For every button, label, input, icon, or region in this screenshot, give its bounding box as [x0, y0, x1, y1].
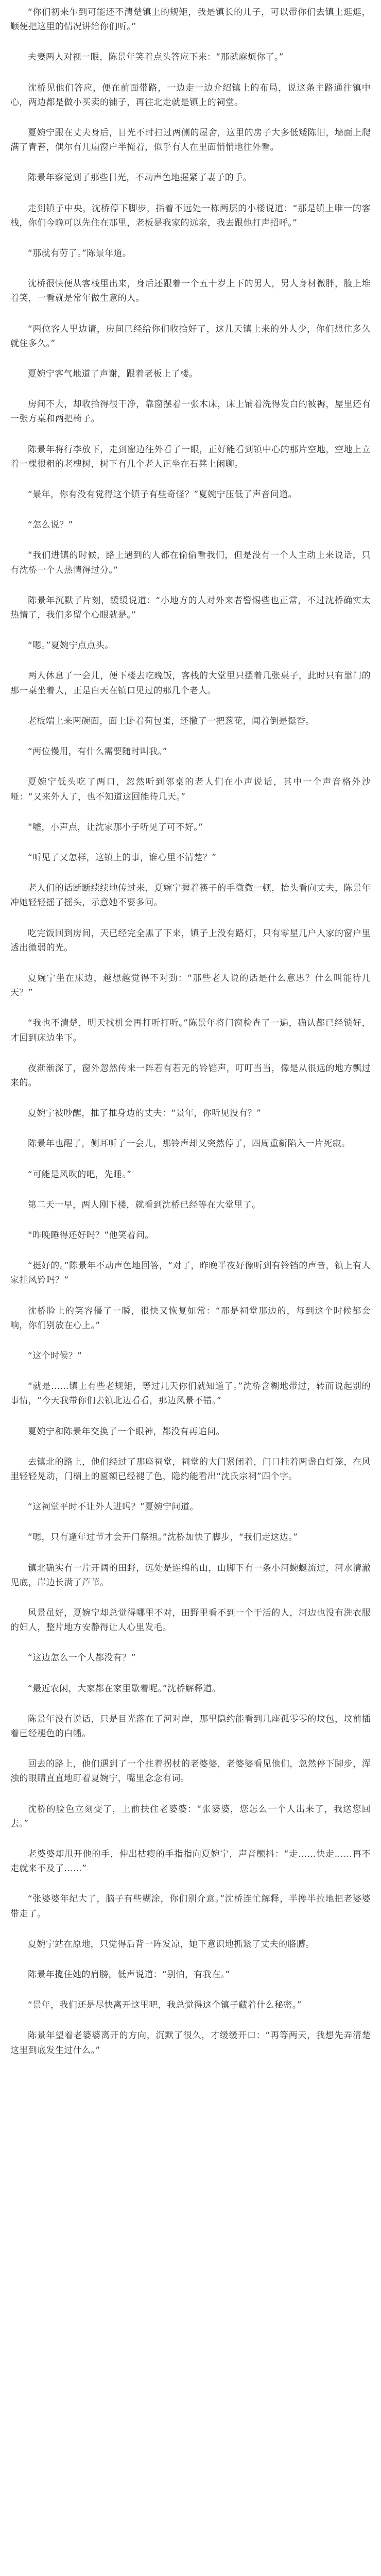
story-paragraph: “嘘，小声点，让沈家那小子听见了可不好。” — [28, 822, 203, 833]
story-paragraph: 沈桥很快便从客栈里出来，身后还跟着一个五十岁上下的男人，男人身材微胖，脸上堆着笑，一看就是常年做生意的人。 — [10, 279, 371, 304]
story-paragraph: 房间不大，却收拾得很干净，靠窗摆着一张木床，床上铺着洗得发白的被褥，屋里还有一张方桌和两把椅子。 — [10, 399, 371, 425]
story-paragraph: 陈景年沉默了片刻，缓缓说道：“小地方的人对外来者警惕些也正常，不过沈桥确实太热情了，我们多留个心眼就是。” — [10, 595, 371, 621]
story-paragraph: 回去的路上，他们遇到了一个拄着拐杖的老婆婆，老婆婆看见他们，忽然停下脚步，浑浊的眼睛直直地盯着夏婉宁，嘴里念念有词。 — [10, 1759, 371, 1784]
story-paragraph: 老板端上来两碗面，面上卧着荷包蛋，还撒了一把葱花，闻着倒是挺香。 — [28, 716, 315, 726]
story-paragraph: 吃完饭回到房间，天已经完全黑了下来，镇子上没有路灯，只有零星几户人家的窗户里透出微弱的光。 — [10, 928, 371, 953]
story-paragraph: “昨晚睡得还好吗？”他笑着问。 — [28, 1230, 154, 1241]
story-paragraph: “就是……镇上有些老规矩，等过几天你们就知道了。”沈桥含糊地带过，转而说起别的事情，“今天我带你们去镇北边看看，那边风景不错。” — [10, 1381, 371, 1406]
story-paragraph: 夜渐渐深了，窗外忽然传来一阵若有若无的铃铛声，叮叮当当，像是从很远的地方飘过来的。 — [10, 1063, 371, 1088]
story-paragraph: “景年，我们还是尽快离开这里吧，我总觉得这个镇子藏着什么秘密。” — [28, 2000, 302, 2011]
story-paragraph: 陈景年揽住她的肩膀，低声说道：“别怕，有我在。” — [28, 1970, 230, 1980]
story-paragraph: “怎么说？” — [28, 520, 74, 531]
article-body — [10, 5, 371, 2058]
story-paragraph: 沈桥见他们答应，便在前面带路，一边走一边介绍镇上的布局，说这条主路通往镇中心，两边都是做小买卖的铺子，再往北走就是镇上的祠堂。 — [10, 82, 371, 108]
story-paragraph: 夏婉宁客气地道了声谢，跟着老板上了楼。 — [28, 369, 198, 380]
story-paragraph: “两位客人里边请，房间已经给你们收拾好了，这几天镇上来的外人少，你们想住多久就住多久。” — [10, 324, 371, 349]
story-paragraph: “嗯。”夏婉宁点点头。 — [28, 640, 114, 651]
story-paragraph: “可能是风吹的吧，先睡。” — [28, 1169, 132, 1180]
story-paragraph: 夏婉宁跟在丈夫身后，目光不时扫过两侧的屋舍，这里的房子大多低矮陈旧，墙面上爬满了青苔，偶尔有几扇窗户半掩着，似乎有人在里面悄悄地往外看。 — [10, 128, 371, 153]
story-paragraph: “这个时候？” — [28, 1350, 82, 1361]
story-paragraph: 夫妻两人对视一眼，陈景年笑着点头答应下来：“那就麻烦你了。” — [28, 52, 284, 63]
story-paragraph: “你们初来乍到可能还不清楚镇上的规矩，我是镇长的儿子，可以带你们去镇上逛逛，顺便把这里的情况讲给你们听。” — [10, 7, 371, 32]
story-paragraph: “我也不清楚，明天找机会再打听打听。”陈景年将门窗检查了一遍，确认都已经锁好，才回到床边坐下。 — [10, 1018, 371, 1043]
story-paragraph: “嗯，只有逢年过节才会开门祭祖。”沈桥加快了脚步，“我们走这边。” — [28, 1532, 298, 1543]
story-paragraph: 陈景年将行李放下，走到窗边往外看了一眼，正好能看到镇中心的那片空地，空地上立着一棵很粗的老槐树，树下有几个老人正坐在石凳上闲聊。 — [10, 444, 371, 469]
story-paragraph: 陈景年望着老婆婆离开的方向，沉默了很久，才缓缓开口：“再等两天，我想先弄清楚这里到底发生过什么。” — [10, 2030, 371, 2056]
story-paragraph: “这边怎么一个人都没有？” — [28, 1653, 136, 1664]
story-paragraph: 第二天一早，两人刚下楼，就看到沈桥已经等在大堂里了。 — [28, 1199, 261, 1210]
story-paragraph: 陈景年没有说话，只是目光落在了河对岸，那里隐约能看到几座孤零零的坟包，坟前插着已经褪色的白幡。 — [10, 1714, 371, 1739]
story-paragraph: “两位慢用，有什么需要随时叫我。” — [28, 747, 167, 757]
story-paragraph: “张婆婆年纪大了，脑子有些糊涂，你们别介意。”沈桥连忙解释，半搀半拉地把老婆婆带走了。 — [10, 1894, 371, 1919]
story-paragraph: 风景虽好，夏婉宁却总觉得哪里不对，田野里看不到一个干活的人，河边也没有洗衣服的妇人，整片地方安静得让人心里发毛。 — [10, 1608, 371, 1633]
story-paragraph: 去镇北的路上，他们经过了那座祠堂，祠堂的大门紧闭着，门口挂着两盏白灯笼，在风里轻轻晃动，门楣上的匾额已经褪了色，隐约能看出“沈氏宗祠”四个字。 — [10, 1456, 371, 1482]
story-paragraph: 夏婉宁被吵醒，推了推身边的丈夫：“景年，你听见没有？” — [28, 1108, 262, 1119]
story-paragraph: “我们进镇的时候，路上遇到的人都在偷偷看我们，但是没有一个人主动上来说话，只有沈桥一个人热情得过分。” — [10, 550, 371, 575]
story-paragraph: 夏婉宁低头吃了两口，忽然听到邻桌的老人们在小声说话，其中一个声音格外沙哑：“又来外人了，也不知道这回能待几天。” — [10, 777, 371, 802]
story-paragraph: 夏婉宁坐在床边，越想越觉得不对劲：“那些老人说的话是什么意思？什么叫能待几天？” — [10, 973, 371, 998]
story-paragraph: 陈景年察觉到了那些目光，不动声色地握紧了妻子的手。 — [28, 173, 252, 183]
story-paragraph: 两人休息了一会儿，便下楼去吃晚饭，客栈的大堂里只摆着几张桌子，此时只有靠门的那一桌坐着人，正是白天在镇口见过的那几个老人。 — [10, 671, 371, 696]
story-paragraph: “景年，你有没有觉得这个镇子有些奇怪？”夏婉宁压低了声音问道。 — [28, 489, 298, 500]
story-paragraph: 沈桥的脸色立刻变了，上前扶住老婆婆：“张婆婆，您怎么一个人出来了，我送您回去。” — [10, 1804, 371, 1829]
story-paragraph: “挺好的。”陈景年不动声色地回答，“对了，昨晚半夜好像听到有铃铛的声音，镇上有人家挂风铃吗？” — [10, 1261, 371, 1286]
story-paragraph: 老婆婆却甩开他的手，伸出枯瘦的手指指向夏婉宁，声音颤抖：“走……快走……再不走就来不及了……” — [10, 1849, 371, 1874]
story-paragraph: 沈桥脸上的笑容僵了一瞬，很快又恢复如常：“那是祠堂那边的，每到这个时候都会响，你们别放在心上。” — [10, 1306, 371, 1331]
story-paragraph: 走到镇子中央，沈桥停下脚步，指着不远处一栋两层的小楼说道：“那是镇上唯一的客栈，你们今晚可以先住在那里，老板是我家的远亲，我去跟他打声招呼。” — [10, 203, 371, 228]
story-paragraph: 陈景年也醒了，侧耳听了一会儿，那铃声却又突然停了，四周重新陷入一片死寂。 — [28, 1139, 351, 1149]
story-paragraph: “最近农闲，大家都在家里歇着呢。”沈桥解释道。 — [28, 1683, 221, 1694]
story-paragraph: 夏婉宁和陈景年交换了一个眼神，都没有再追问。 — [28, 1426, 225, 1437]
story-paragraph: “这祠堂平时不让外人进吗？”夏婉宁问道。 — [28, 1502, 199, 1513]
story-paragraph: “那就有劳了。”陈景年道。 — [28, 248, 132, 259]
story-paragraph: “听见了又怎样，这镇上的事，谁心里不清楚？” — [28, 852, 217, 863]
story-paragraph: 镇北确实有一片开阔的田野，远处是连绵的山，山脚下有一条小河蜿蜒流过，河水清澈见底，岸边长满了芦苇。 — [10, 1563, 371, 1588]
story-paragraph: 夏婉宁站在原地，只觉得后背一阵发凉，她下意识地抓紧了丈夫的胳膊。 — [28, 1939, 315, 1950]
story-paragraph: 老人们的话断断续续地传过来，夏婉宁握着筷子的手微微一顿，抬头看向丈夫，陈景年冲她轻轻摇了摇头，示意她不要多问。 — [10, 883, 371, 908]
